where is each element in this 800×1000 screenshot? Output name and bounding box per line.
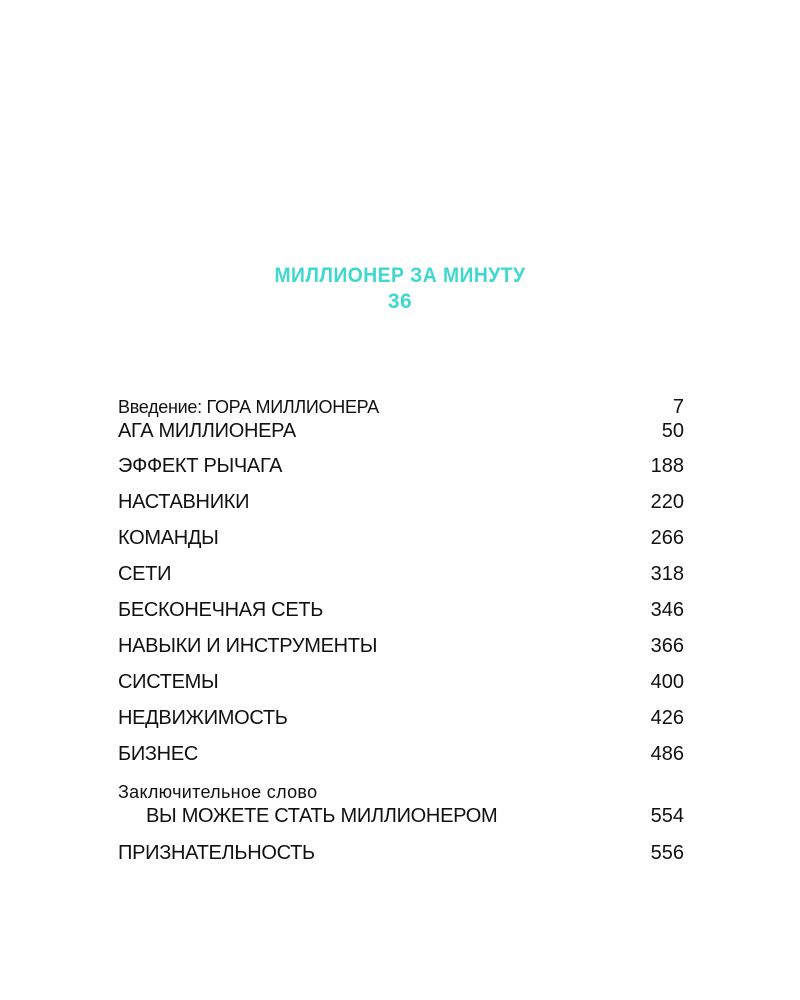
- toc-entry-page: 188: [650, 455, 684, 477]
- toc-entry-page: 7: [672, 396, 684, 418]
- toc-entry[interactable]: [118, 527, 684, 563]
- toc-entry-label: ПРИЗНАТЕЛЬНОСТЬ: [118, 842, 315, 864]
- toc-entry[interactable]: [118, 455, 684, 491]
- toc-entry[interactable]: [118, 743, 684, 779]
- toc-entry-label: БЕСКОНЕЧНАЯ СЕТЬ: [118, 599, 324, 621]
- section-title: МИЛЛИОНЕР ЗА МИНУТУ: [274, 264, 526, 287]
- toc-entry[interactable]: [118, 563, 684, 599]
- toc-entry-label: НАВЫКИ И ИНСТРУМЕНТЫ: [118, 635, 378, 657]
- toc-entry-page: 50: [661, 420, 684, 442]
- toc-entry-page: 346: [650, 599, 684, 621]
- toc-entry-page: 318: [650, 563, 684, 585]
- toc-entry[interactable]: [118, 491, 684, 527]
- section-header: [0, 263, 800, 315]
- toc-entry-label: НАСТАВНИКИ: [118, 491, 250, 513]
- toc-entry[interactable]: [118, 599, 684, 635]
- toc-entry[interactable]: [118, 671, 684, 707]
- toc-entry-page: 266: [650, 527, 684, 549]
- toc-entry-page: 556: [650, 842, 684, 864]
- toc-entry-acknowledgements[interactable]: [118, 842, 684, 878]
- toc-entry-label: КОМАНДЫ: [118, 527, 219, 549]
- toc-entry-page: 554: [650, 805, 684, 827]
- toc-entry-label: БИЗНЕС: [118, 743, 199, 765]
- toc-entry-page: 220: [650, 491, 684, 513]
- toc-entry-intro[interactable]: [118, 396, 684, 420]
- toc-entry-page: 366: [650, 635, 684, 657]
- toc-entry[interactable]: [118, 420, 684, 455]
- toc-entry-label: СЕТИ: [118, 563, 172, 585]
- toc-entry-page: 400: [650, 671, 684, 693]
- toc-entry-page: 426: [650, 707, 684, 729]
- toc-entry-label: Введение: ГОРА МИЛЛИОНЕРА: [118, 397, 379, 417]
- table-of-contents: [118, 396, 684, 878]
- toc-entry-closing[interactable]: [118, 805, 684, 842]
- section-page-number: 36: [387, 290, 413, 313]
- closing-prefix: Заключительное слово: [118, 782, 318, 802]
- toc-entry-label: ЭФФЕКТ РЫЧАГА: [118, 455, 283, 477]
- toc-entry[interactable]: [118, 635, 684, 671]
- toc-entry-page: 486: [650, 743, 684, 765]
- toc-entry-label: ВЫ МОЖЕТЕ СТАТЬ МИЛЛИОНЕРОМ: [146, 805, 498, 827]
- toc-entry-label: НЕДВИЖИМОСТЬ: [118, 707, 288, 729]
- toc-entry-label: АГА МИЛЛИОНЕРА: [118, 420, 296, 442]
- toc-entry[interactable]: [118, 707, 684, 743]
- toc-entry-label: СИСТЕМЫ: [118, 671, 219, 693]
